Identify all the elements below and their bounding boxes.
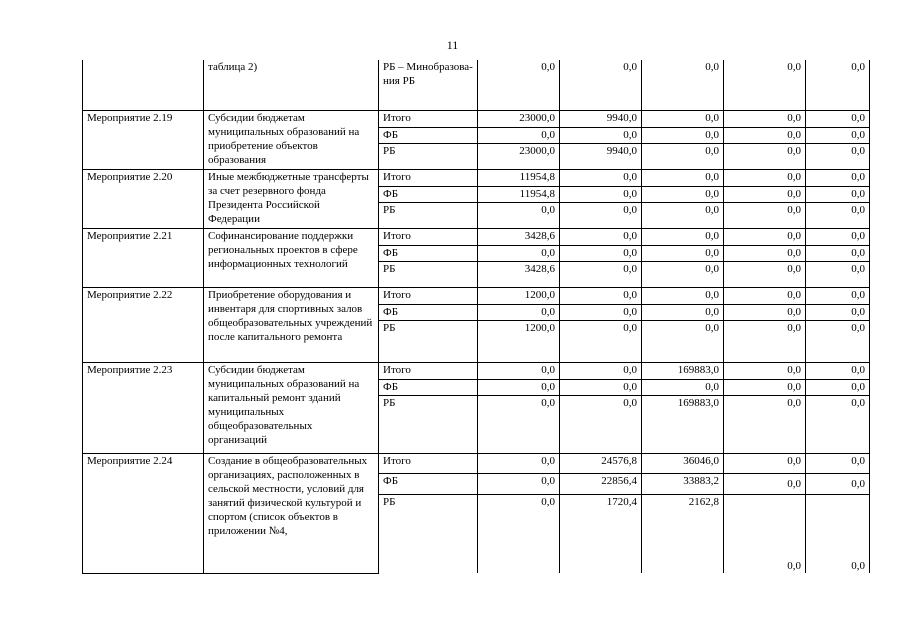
value-cell: 2162,8 xyxy=(642,494,724,573)
value-cell: 0,0 xyxy=(724,395,806,453)
measure-code: Мероприятие 2.20 xyxy=(83,169,204,228)
measure-code xyxy=(83,60,204,110)
value-cell: 0,0 xyxy=(724,186,806,202)
value-cell: 0,0 xyxy=(560,304,642,320)
measure-description: таблица 2) xyxy=(204,60,379,110)
value-cell: 0,0 xyxy=(560,60,642,110)
measure-code: Мероприятие 2.22 xyxy=(83,287,204,362)
value-cell: 0,0 xyxy=(642,127,724,143)
funding-source: РБ xyxy=(379,202,478,228)
value-cell: 0,0 xyxy=(478,379,560,395)
funding-source: РБ xyxy=(379,143,478,169)
value-cell: 0,0 xyxy=(806,395,870,453)
value-cell: 1200,0 xyxy=(478,320,560,362)
value-cell: 0,0 xyxy=(806,228,870,245)
value-cell: 0,0 xyxy=(560,228,642,245)
value-cell: 1200,0 xyxy=(478,287,560,304)
value-cell: 0,0 xyxy=(724,60,806,110)
value-cell: 3428,6 xyxy=(478,228,560,245)
funding-source: РБ xyxy=(379,261,478,287)
value-cell: 0,0 xyxy=(560,186,642,202)
value-cell: 0,0 xyxy=(478,60,560,110)
value-cell: 11954,8 xyxy=(478,169,560,186)
value-cell: 0,0 xyxy=(806,362,870,379)
value-cell: 3428,6 xyxy=(478,261,560,287)
value-cell: 0,0 xyxy=(642,143,724,169)
value-cell: 0,0 xyxy=(806,60,870,110)
value-cell: 0,0 xyxy=(478,304,560,320)
funding-source: ФБ xyxy=(379,127,478,143)
measure-description: Приобретение оборудования и инвентаря для спортивных залов общеобразовательных учреждений после капитального ремонта xyxy=(204,287,379,362)
measure-description: Субсидии бюджетам муниципальных образований на капитальный ремонт зданий муниципальных общеобразовательных организаций xyxy=(204,362,379,453)
value-cell: 0,0 xyxy=(560,169,642,186)
table-row xyxy=(83,169,870,186)
value-cell: 0,0 xyxy=(478,395,560,453)
value-cell: 169883,0 xyxy=(642,362,724,379)
value-cell: 9940,0 xyxy=(560,110,642,127)
value-cell: 0,0 xyxy=(724,362,806,379)
value-cell: 33883,2 xyxy=(642,473,724,494)
value-cell: 0,0 xyxy=(642,379,724,395)
value-cell: 0,0 xyxy=(806,473,870,494)
value-cell: 0,0 xyxy=(806,379,870,395)
measure-code: Мероприятие 2.24 xyxy=(83,453,204,573)
table-row xyxy=(83,287,870,304)
funding-source: РБ xyxy=(379,494,478,573)
value-cell: 0,0 xyxy=(806,143,870,169)
value-cell: 0,0 xyxy=(806,245,870,261)
value-cell: 0,0 xyxy=(724,494,806,573)
value-cell: 0,0 xyxy=(642,110,724,127)
value-cell: 1720,4 xyxy=(560,494,642,573)
measure-code: Мероприятие 2.21 xyxy=(83,228,204,287)
value-cell: 0,0 xyxy=(724,202,806,228)
value-cell: 0,0 xyxy=(806,110,870,127)
measure-description: Создание в общеобразовательных организациях, расположенных в сельской местности, условий для занятий физической культурой и спортом (список объектов в приложении №4, xyxy=(204,453,379,573)
value-cell: 0,0 xyxy=(478,494,560,573)
funding-source: ФБ xyxy=(379,186,478,202)
value-cell: 24576,8 xyxy=(560,453,642,473)
value-cell: 0,0 xyxy=(806,494,870,573)
value-cell: 0,0 xyxy=(560,362,642,379)
funding-source: Итого xyxy=(379,453,478,473)
value-cell: 0,0 xyxy=(560,287,642,304)
funding-source: Итого xyxy=(379,287,478,304)
value-cell: 0,0 xyxy=(642,287,724,304)
value-cell: 0,0 xyxy=(724,320,806,362)
value-cell: 0,0 xyxy=(478,202,560,228)
measure-description: Софинансирование поддержки региональных проектов в сфере информационных технологий xyxy=(204,228,379,287)
funding-source: ФБ xyxy=(379,245,478,261)
value-cell: 0,0 xyxy=(560,379,642,395)
table-row xyxy=(83,60,870,110)
value-cell: 0,0 xyxy=(560,395,642,453)
value-cell: 0,0 xyxy=(724,169,806,186)
budget-table xyxy=(82,60,870,574)
value-cell: 0,0 xyxy=(724,473,806,494)
value-cell: 0,0 xyxy=(642,304,724,320)
funding-source: Итого xyxy=(379,110,478,127)
value-cell: 0,0 xyxy=(724,304,806,320)
value-cell: 0,0 xyxy=(806,304,870,320)
value-cell: 36046,0 xyxy=(642,453,724,473)
value-cell: 11954,8 xyxy=(478,186,560,202)
value-cell: 9940,0 xyxy=(560,143,642,169)
value-cell: 0,0 xyxy=(724,379,806,395)
value-cell: 0,0 xyxy=(724,287,806,304)
value-cell: 0,0 xyxy=(478,453,560,473)
value-cell: 0,0 xyxy=(806,453,870,473)
value-cell: 0,0 xyxy=(806,127,870,143)
value-cell: 0,0 xyxy=(642,202,724,228)
value-cell: 0,0 xyxy=(806,320,870,362)
funding-source: РБ xyxy=(379,395,478,453)
value-cell: 0,0 xyxy=(560,245,642,261)
value-cell: 0,0 xyxy=(724,127,806,143)
value-cell: 0,0 xyxy=(560,261,642,287)
value-cell: 0,0 xyxy=(560,202,642,228)
funding-source: Итого xyxy=(379,228,478,245)
table-row xyxy=(83,362,870,379)
value-cell: 0,0 xyxy=(724,261,806,287)
value-cell: 0,0 xyxy=(724,110,806,127)
funding-source: ФБ xyxy=(379,304,478,320)
value-cell: 0,0 xyxy=(560,127,642,143)
value-cell: 0,0 xyxy=(642,228,724,245)
value-cell: 0,0 xyxy=(724,228,806,245)
funding-source: ФБ xyxy=(379,473,478,494)
value-cell: 0,0 xyxy=(478,127,560,143)
value-cell: 0,0 xyxy=(642,169,724,186)
funding-source: ФБ xyxy=(379,379,478,395)
measure-description: Субсидии бюджетам муниципальных образований на приобретение объектов образования xyxy=(204,110,379,169)
value-cell: 23000,0 xyxy=(478,143,560,169)
value-cell: 0,0 xyxy=(806,287,870,304)
value-cell: 23000,0 xyxy=(478,110,560,127)
value-cell: 0,0 xyxy=(560,320,642,362)
table-row xyxy=(83,110,870,127)
value-cell: 0,0 xyxy=(806,186,870,202)
value-cell: 0,0 xyxy=(806,202,870,228)
funding-source: РБ xyxy=(379,320,478,362)
value-cell: 0,0 xyxy=(478,473,560,494)
value-cell: 0,0 xyxy=(478,362,560,379)
value-cell: 0,0 xyxy=(642,186,724,202)
value-cell: 0,0 xyxy=(724,245,806,261)
value-cell: 0,0 xyxy=(642,245,724,261)
value-cell: 0,0 xyxy=(642,261,724,287)
value-cell: 0,0 xyxy=(478,245,560,261)
value-cell: 0,0 xyxy=(806,261,870,287)
measure-description: Иные межбюджетные трансферты за счет резервного фонда Президента Российской Федерации xyxy=(204,169,379,228)
funding-source: Итого xyxy=(379,169,478,186)
value-cell: 0,0 xyxy=(724,143,806,169)
value-cell: 0,0 xyxy=(724,453,806,473)
page-number: 11 xyxy=(446,38,459,52)
funding-source: Итого xyxy=(379,362,478,379)
table-row xyxy=(83,453,870,473)
measure-code: Мероприятие 2.23 xyxy=(83,362,204,453)
value-cell: 0,0 xyxy=(806,169,870,186)
value-cell: 0,0 xyxy=(642,320,724,362)
value-cell: 0,0 xyxy=(642,60,724,110)
value-cell: 22856,4 xyxy=(560,473,642,494)
funding-source: РБ – Минобразова-ния РБ xyxy=(379,60,478,110)
table-row xyxy=(83,228,870,245)
measure-code: Мероприятие 2.19 xyxy=(83,110,204,169)
value-cell: 169883,0 xyxy=(642,395,724,453)
